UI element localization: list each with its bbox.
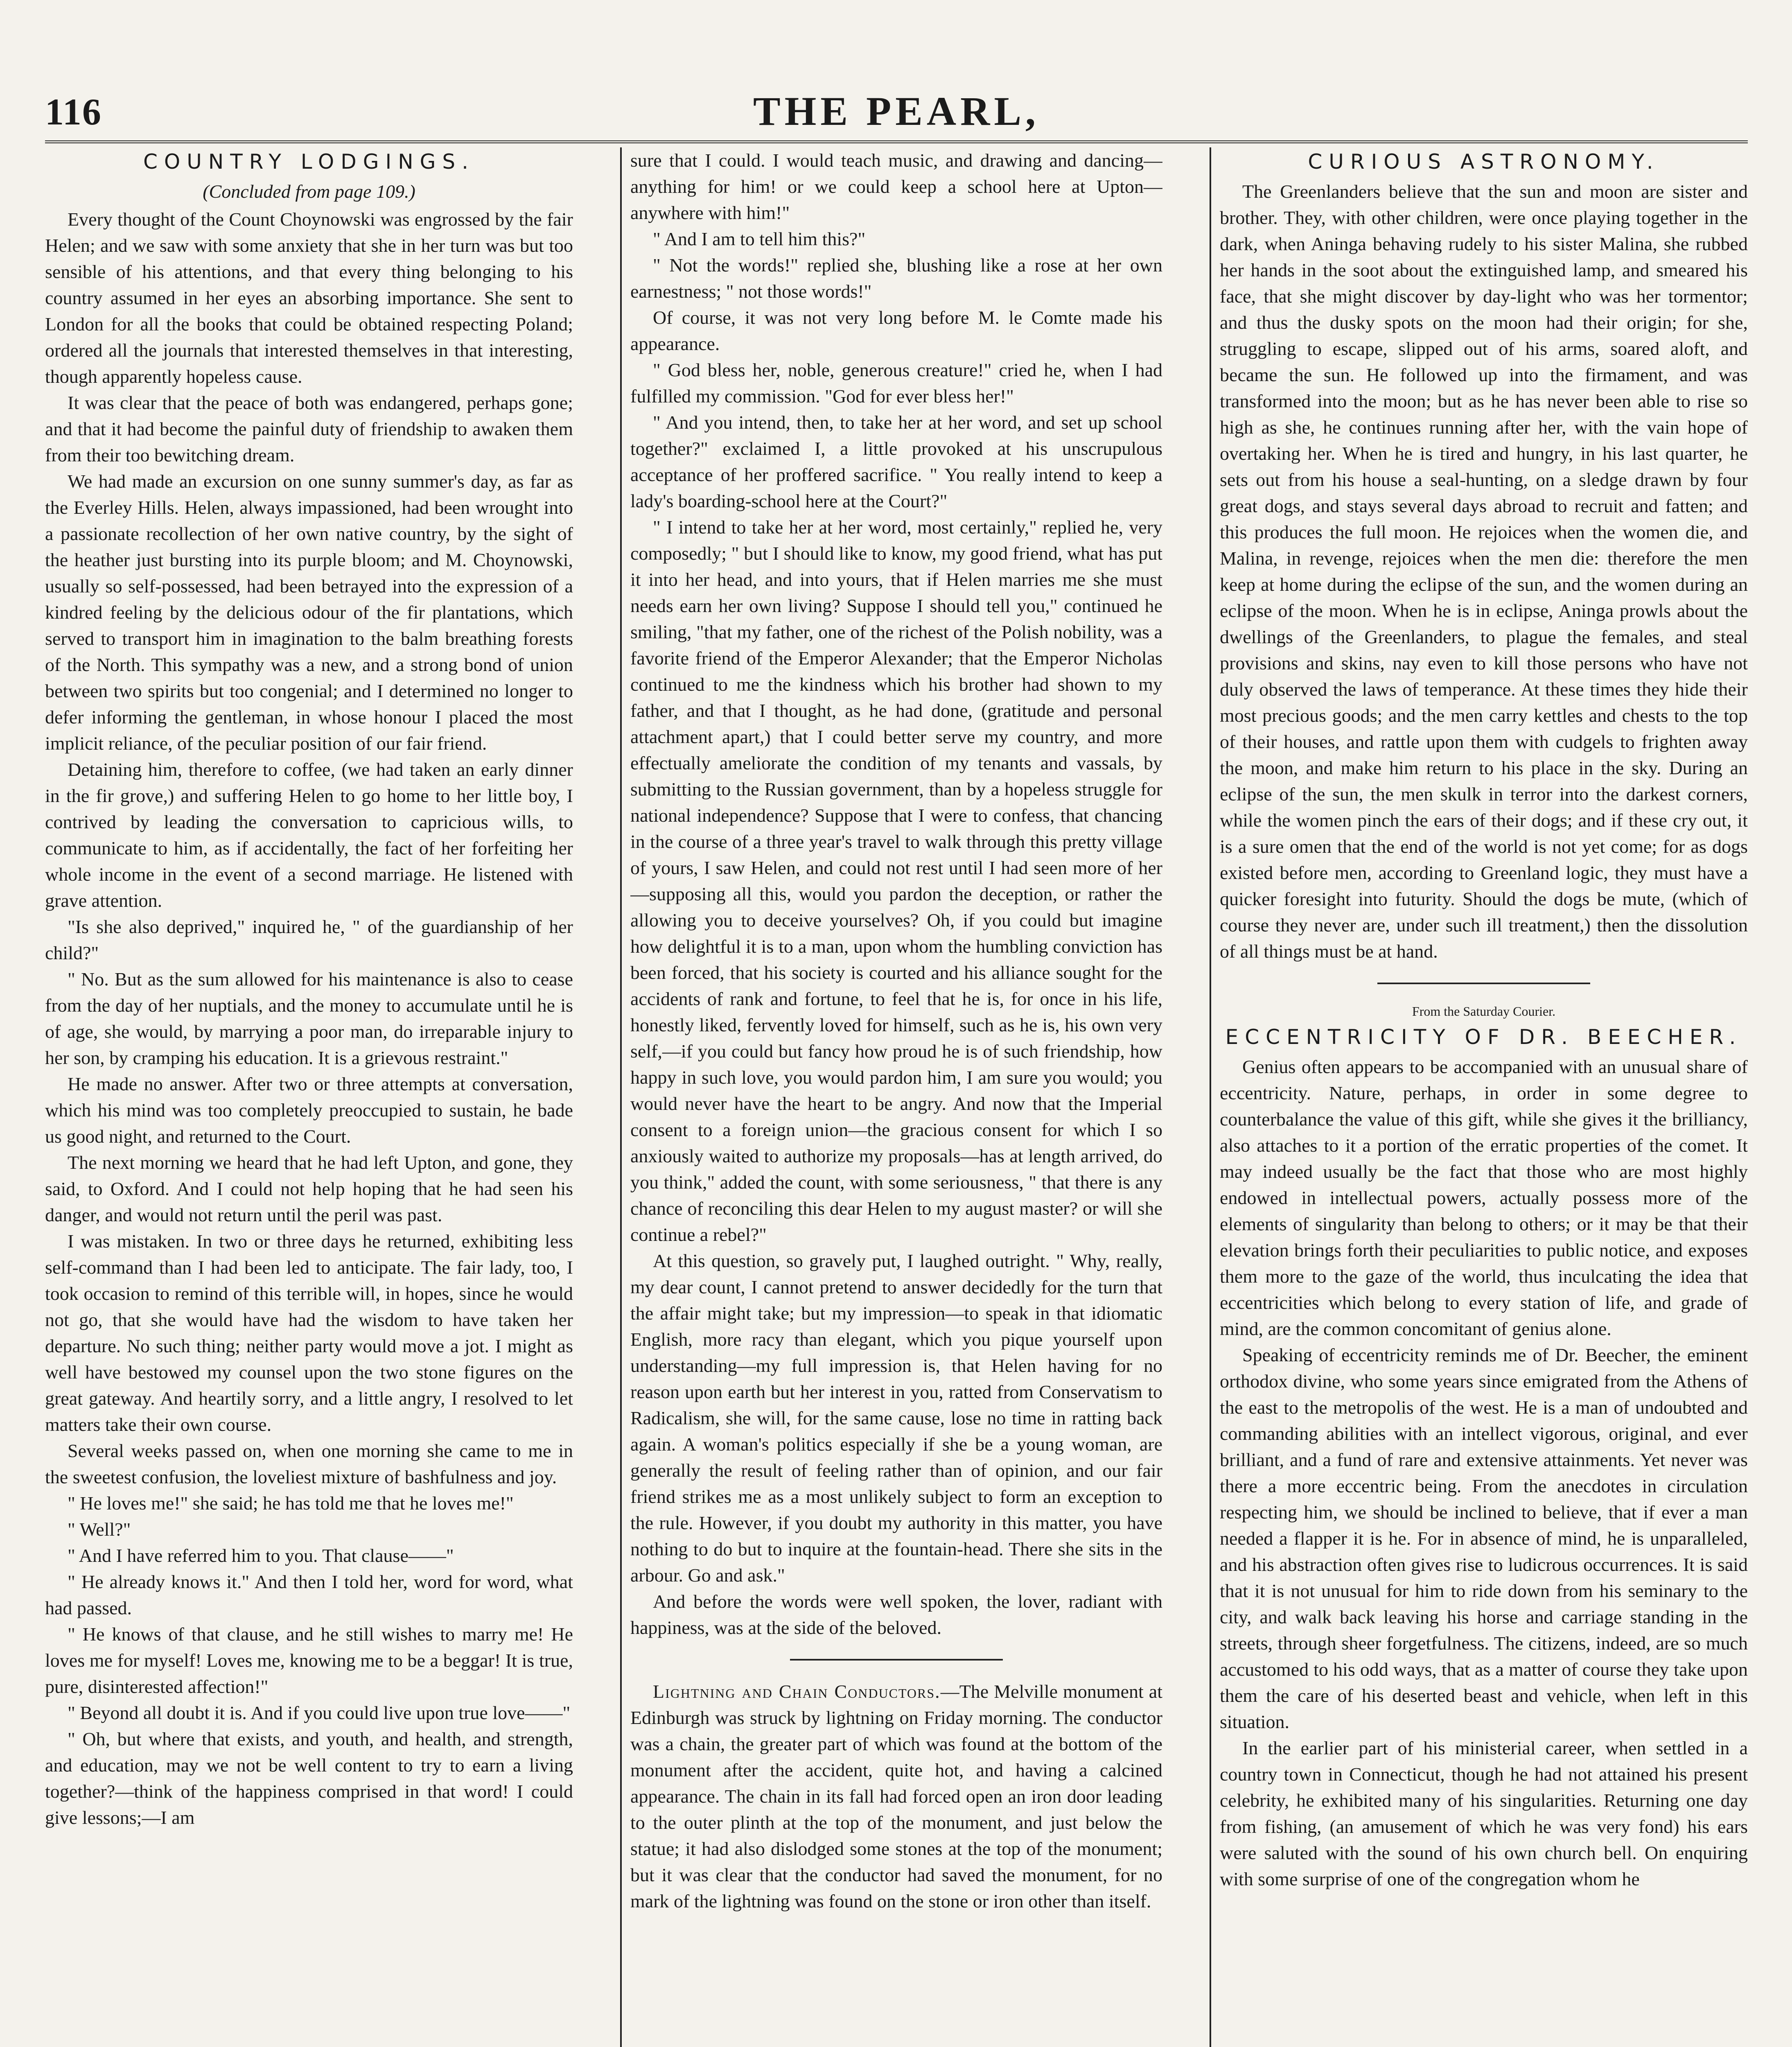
paragraph: " Not the words!" replied she, blushing like a rose at her own earnestness; " not those words!" — [630, 255, 1162, 302]
article-subtitle: (Concluded from page 109.) — [203, 181, 415, 202]
paragraph: " He knows of that clause, and he still wishes to marry me! He loves me for myself! Loves me, knowing me to be a beggar! It is true, pure, disinterested affection!" — [45, 1624, 573, 1697]
paragraph: We had made an excursion on one sunny summer's day, as far as the Everley Hills. Helen, always impassioned, had been wrought into a passionate recollection of her own native country, by the sight of the heather just bursting into its purple bloom; and M. Choynowski, usually so self-possessed, had been betrayed into the expression of a kindred feeling by the delicious odour of the fir plantations, which served to transport him in imagination to the balm breathing forests of the North. This sympathy was a new, and a strong bond of union between two spirits but too congenial; and I determined no longer to defer informing the gentleman, in whose honour I placed the most implicit reliance, of the peculiar position of our fair friend. — [45, 471, 573, 754]
paragraph: The next morning we heard that he had left Upton, and gone, they said, to Oxford. And I could not help hoping that he had seen his danger, and would not return until the peril was past. — [45, 1152, 573, 1225]
news-item-heading: Lightning and Chain Conductors. — [653, 1681, 941, 1702]
paragraph: At this question, so gravely put, I laughed outright. " Why, really, my dear count, I cannot pretend to answer decidedly for the turn that the affair might take; but my impression—to speak in that idiomatic English, more racy than elegant, which you pique yourself upon understanding—my full impression is, that Helen having for no reason upon earth but her interest in you, ratted from Conservatism to Radicalism, she will, for the same cause, lose no time in ratting back again. A woman's politics especially if she be a young woman, are generally the result of feeling rather than of opinion, and our fair friend strikes me as a most unlikely subject to form an exception to the rule. However, if you doubt my authority in this matter, you have nothing to do but to inquire at the fountain-head. There she sits in the arbour. Go and ask." — [630, 1250, 1162, 1586]
paper-title: THE PEARL, — [753, 88, 1040, 134]
paragraph: Every thought of the Count Choynowski was engrossed by the fair Helen; and we saw with some anxiety that she in her turn was but too sensible of his attentions, and that every thing belonging to his country assumed in her eyes an absorbing importance. She sent to London for all the books that could be obtained respecting Poland; ordered all the journals that interested themselves in that interesting, though apparently hopeless cause. — [45, 209, 573, 387]
masthead — [45, 82, 1748, 143]
paragraph: Speaking of eccentricity reminds me of Dr. Beecher, the eminent orthodox divine, who some years since emigrated from the Athens of the east to the metropolis of the west. He is a man of undoubted and commanding abilities with an intellect vigorous, original, and ever brilliant, and a fund of rare and extensive attainments. Yet never was there a more eccentric being. From the anecdotes in circulation respecting him, we should be inclined to believe, that if ever a man needed a flapper it is he. For in absence of mind, he is unparalleled, and his abstraction often gives rise to ludicrous occurrences. It is said that it is not unusual for him to ride down from his seminary to the city, and walk back leaving his horse and carriage standing in the streets, through sheer forgetfulness. The citizens, indeed, are so much accustomed to his odd ways, that as a matter of course they take upon them the care of his deserted beast and vehicle, when left in this situation. — [1220, 1344, 1748, 1732]
section-rule — [1377, 983, 1590, 984]
paragraph: The Greenlanders believe that the sun and moon are sister and brother. They, with other children, were once playing together in the dark, when Aninga behaving rudely to his sister Malina, she rubbed her hands in the soot about the extinguished lamp, and smeared his face, that she might discover by day-light who was her tormentor; and thus the dusky spots on the moon had their origin; for she, struggling to escape, slipped out of his arms, soared aloft, and became the sun. He followed up into the firmament, and was transformed into the moon; but as he has never been able to rise so high as she, he continues running after her, with the vain hope of overtaking her. When he is tired and hungry, in his last quarter, he sets out from his house a seal-hunting, on a sledge drawn by four great dogs, and stays several days abroad to recruit and fatten; and this produces the full moon. He rejoices when the women die, and Malina, in revenge, rejoices when the men die: therefore the men keep at home during the eclipse of the sun, and the women during an eclipse of the moon. When he is in eclipse, Aninga prowls about the dwellings of the Greenlanders, to plague the females, and steal provisions and skins, nay even to kill those persons who have not duly observed the laws of temperance. At these times they hide their most precious goods; and the men carry kettles and chests to the top of their houses, and rattle upon them with cudgels to frighten away the moon, and make him return to his place in the sky. During an eclipse of the sun, the men skulk in terror into the darkest corners, while the women pinch the ears of their dogs; and if these cry out, it is a sure omen that the end of the world is not yet come; for as dogs existed before men, according to Greenland logic, they must have a quicker foresight into futurity. Should the dogs be mute, (which of course they never are, under such ill treatment,) then the dissolution of all things must be at hand. — [1220, 181, 1748, 962]
paragraph: " And I have referred him to you. That clause——" — [68, 1545, 454, 1566]
paragraph: Genius often appears to be accompanied with an unusual share of eccentricity. Nature, perhaps, in order in some degree to counterbalance the value of this gift, while she gives it the brilliancy, also attaches to it a portion of the erratic properties of the comet. It may indeed usually be the fact that those who are most highly endowed in intellectual powers, actually possess more of the elements of singularity than belong to others; or it may be that their elevation brings forth their peculiarities to public notice, and exposes them more to the gaze of the world, thus inculcating the idea that eccentricities which belong to every station of life, and grade of mind, are the common concomitant of genius alone. — [1220, 1056, 1748, 1339]
paragraph: " He already knows it." And then I told her, word for word, what had passed. — [45, 1571, 573, 1618]
column-divider — [1210, 147, 1211, 2047]
paragraph: It was clear that the peace of both was endangered, perhaps gone; and that it had become the painful duty of friendship to awaken them from their too bewitching dream. — [45, 392, 573, 465]
paragraph: And before the words were well spoken, the lover, radiant with happiness, was at the side of the beloved. — [630, 1591, 1162, 1638]
news-item — [630, 1679, 1162, 1914]
masthead-rule — [45, 140, 1748, 143]
paragraph: " I intend to take her at her word, most certainly," replied he, very composedly; " but I should like to know, my good friend, what has put it into her head, and into yours, that if Helen marries me she must needs earn her own living? Suppose I should tell you," continued he smiling, "that my father, one of the richest of the Polish nobility, was a favorite friend of the Emperor Alexander; that the Emperor Nicholas continued to me the kindness which his brother had shown to my father, and that I thought, as he had done, (gratitude and personal attachment apart,) that I could better serve my country, and more effectually ameliorate the condition of my tenants and vassals, by submitting to the Russian government, than by a hopeless struggle for national independence? Suppose that I were to confess, that chancing in the course of a three year's travel to walk through this pretty village of yours, I saw Helen, and could not rest until I had seen more of her—supposing all this, would you pardon the deception, or rather the allowing you to deceive yourselves? Oh, if you could but imagine how delightful it is to a man, upon whom the humbling conviction has been forced, that his society is courted and his alliance sought for the accidents of rank and fortune, to feel that he is, for once in his life, honestly liked, fervently loved for himself, such as he is, his own very self,—if you could but fancy how proud he is of such friendship, how happy in such love, you would pardon him, I am sure you would; you would never have the heart to be angry. And now that the Imperial consent to a foreign union—the gracious consent for which I so anxiously waited to authorize my proposals—has at length arrived, do you think," added the count, with some seriousness, " that there is any chance of reconciling this dear Helen to my august master? or will she continue a rebel?" — [630, 517, 1162, 1245]
article-title: ECCENTRICITY OF DR. BEECHER. — [1225, 1025, 1742, 1049]
paragraph: " Oh, but where that exists, and youth, and health, and strength, and education, may we not be well content to try to earn a living together?—think of the happiness comprised in that word! I could give lessons;—I am — [45, 1728, 573, 1828]
paragraph: I was mistaken. In two or three days he returned, exhibiting less self-command than I had been led to anticipate. The fair lady, too, I took occasion to remind of this terrible will, in hopes, since he would not go, that she would have had the wisdom to have taken her departure. No such thing; neither party would move a jot. I might as well have bestowed my counsel upon the two stone figures on the great gateway. And heartily sorry, and a little angry, I resolved to let matters take their own course. — [45, 1231, 573, 1435]
section-rule — [790, 1659, 1003, 1661]
paragraph: " Well?" — [68, 1519, 131, 1540]
article-source: From the Saturday Courier. — [1412, 1004, 1556, 1019]
paragraph: sure that I could. I would teach music, and drawing and dancing—anything for him! or we could keep a school here at Upton—anywhere with him!" — [630, 150, 1162, 223]
paragraph: In the earlier part of his ministerial career, when settled in a country town in Connecticut, though he had not attained his present celebrity, he exhibited many of his singularities. Returning one day from fishing, (an amusement of which he was very fond) his ears were saluted with the sound of his own church bell. On enquiring with some surprise of one of the congregation whom he — [1220, 1737, 1748, 1889]
paragraph: " No. But as the sum allowed for his maintenance is also to cease from the day of her nuptials, and the money to accumulate until he is of age, she would, by marrying a poor man, do irreparable injury to her son, by cramping his education. It is a grievous restraint." — [45, 969, 573, 1068]
paragraph: " And I am to tell him this?" — [653, 228, 866, 249]
article-title: CURIOUS ASTRONOMY. — [1308, 150, 1660, 174]
column-1 — [45, 147, 573, 2047]
paragraph: " And you intend, then, to take her at her word, and set up school together?" exclaimed I, a little provoked at his unscrupulous acceptance of her proffered sacrifice. " You really intend to keep a lady's boarding-school here at the Court?" — [630, 412, 1162, 511]
column-3 — [1220, 147, 1748, 2047]
article-title: COUNTRY LODGINGS. — [143, 150, 475, 174]
paragraph: Several weeks passed on, when one morning she came to me in the sweetest confusion, the loveliest mixture of bashfulness and joy. — [45, 1440, 573, 1487]
paragraph: He made no answer. After two or three attempts at conversation, which his mind was too completely preoccupied to sustain, he bade us good night, and returned to the Court. — [45, 1073, 573, 1147]
news-item-text: —The Melville monument at Edinburgh was struck by lightning on Friday morning. The conductor was a chain, the greater part of which was found at the bottom of the monument after the accident, quite hot, and having a calcined appearance. The chain in its fall had forced open an iron door leading to the outer plinth at the top of the monument, and just below the statue; it had also dislodged some stones at the top of the monument; but it was clear that the conductor had saved the monument, for no mark of the lightning was found on the stone or iron other than itself. — [630, 1681, 1162, 1911]
column-2 — [630, 147, 1162, 2047]
column-divider — [620, 147, 622, 2047]
page-number: 116 — [45, 91, 102, 133]
paragraph: Detaining him, therefore to coffee, (we had taken an early dinner in the fir grove,) and suffering Helen to go home to her little boy, I contrived by leading the conversation to capricious wills, to communicate to him, as if accidentally, the fact of her forfeiting her whole income in the event of a second marriage. He listened with grave attention. — [45, 759, 573, 911]
paragraph: " He loves me!" she said; he has told me that he loves me!" — [68, 1493, 514, 1514]
paragraph: " Beyond all doubt it is. And if you could live upon true love——" — [68, 1702, 571, 1723]
paragraph: "Is she also deprived," inquired he, " of the guardianship of her child?" — [45, 916, 573, 963]
paragraph: " God bless her, noble, generous creature!" cried he, when I had fulfilled my commission. "God for ever bless her!" — [630, 359, 1162, 407]
paragraph: Of course, it was not very long before M. le Comte made his appearance. — [630, 307, 1162, 354]
